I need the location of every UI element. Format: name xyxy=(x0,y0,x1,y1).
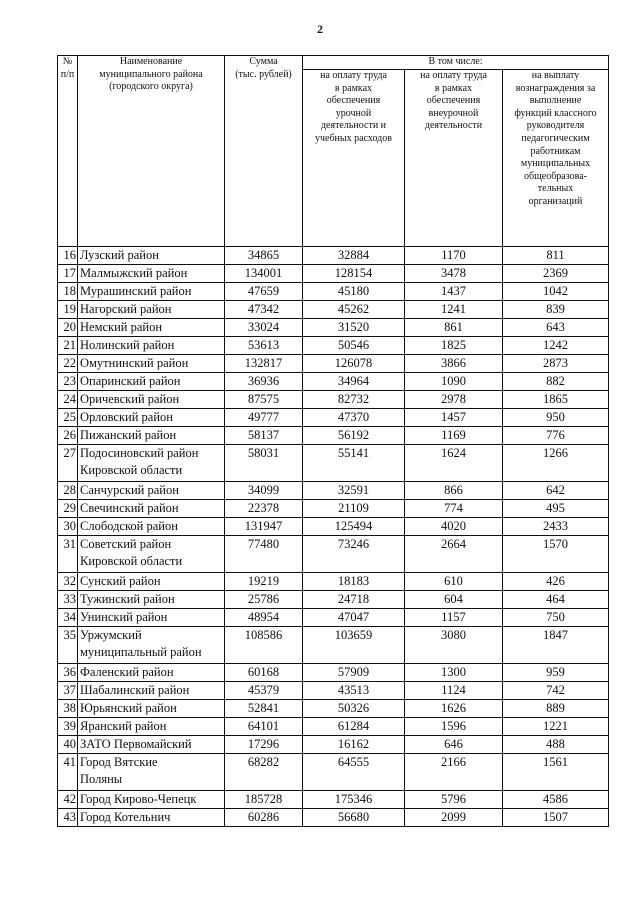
row-sum: 34099 xyxy=(225,482,303,500)
row-col1: 24718 xyxy=(303,591,405,609)
table-row xyxy=(58,373,609,391)
row-sum: 17296 xyxy=(225,736,303,754)
header-sum: Сумма (тыс. рублей) xyxy=(225,56,303,247)
row-number: 40 xyxy=(58,736,78,754)
row-number: 27 xyxy=(58,445,78,482)
row-col2: 1090 xyxy=(405,373,503,391)
row-name: Санчурский район xyxy=(78,482,225,500)
row-col1: 55141 xyxy=(303,445,405,482)
table-row xyxy=(58,391,609,409)
row-number: 19 xyxy=(58,301,78,319)
table-row xyxy=(58,718,609,736)
row-col1: 32591 xyxy=(303,482,405,500)
row-col2: 1169 xyxy=(405,427,503,445)
row-col3: 742 xyxy=(503,682,609,700)
table-row xyxy=(58,682,609,700)
header-name: Наименование муниципального района (городского округа) xyxy=(78,56,225,247)
row-col1: 73246 xyxy=(303,536,405,573)
page-number: 2 xyxy=(317,22,323,36)
row-col1: 50326 xyxy=(303,700,405,718)
table-row xyxy=(58,445,609,482)
row-col3: 1042 xyxy=(503,283,609,301)
row-sum: 19219 xyxy=(225,573,303,591)
row-col3: 750 xyxy=(503,609,609,627)
row-sum: 68282 xyxy=(225,754,303,791)
row-col2: 1170 xyxy=(405,247,503,265)
row-col2: 2664 xyxy=(405,536,503,573)
row-sum: 64101 xyxy=(225,718,303,736)
table-row xyxy=(58,536,609,573)
header-col1: на оплату труда в рамках обеспечения урочной деятельности и учебных расходов xyxy=(303,70,405,247)
row-col1: 56680 xyxy=(303,809,405,827)
row-sum: 22378 xyxy=(225,500,303,518)
row-col2: 1157 xyxy=(405,609,503,627)
row-sum: 87575 xyxy=(225,391,303,409)
table-row xyxy=(58,736,609,754)
row-name: Советский район Кировской области xyxy=(78,536,225,573)
row-name: Оричевский район xyxy=(78,391,225,409)
row-name: Юрьянский район xyxy=(78,700,225,718)
table-row xyxy=(58,591,609,609)
row-number: 34 xyxy=(58,609,78,627)
row-number: 20 xyxy=(58,319,78,337)
row-col2: 3866 xyxy=(405,355,503,373)
table-row xyxy=(58,809,609,827)
row-sum: 49777 xyxy=(225,409,303,427)
row-col3: 811 xyxy=(503,247,609,265)
row-col3: 889 xyxy=(503,700,609,718)
row-col2: 774 xyxy=(405,500,503,518)
row-name: Подосиновский район Кировской области xyxy=(78,445,225,482)
table-row xyxy=(58,409,609,427)
row-number: 41 xyxy=(58,754,78,791)
row-name: Город Котельнич xyxy=(78,809,225,827)
row-col2: 2978 xyxy=(405,391,503,409)
row-col2: 604 xyxy=(405,591,503,609)
row-name: Тужинский район xyxy=(78,591,225,609)
row-col1: 103659 xyxy=(303,627,405,664)
row-name: Сунский район xyxy=(78,573,225,591)
row-number: 30 xyxy=(58,518,78,536)
table-row xyxy=(58,337,609,355)
header-col3: на выплату вознаграждения за выполнение функций классного руководителя педагогическим работникам муниципальных общеобразова- тельных организаций xyxy=(503,70,609,247)
row-col2: 1241 xyxy=(405,301,503,319)
row-name: Омутнинский район xyxy=(78,355,225,373)
row-name: Слободской район xyxy=(78,518,225,536)
row-sum: 108586 xyxy=(225,627,303,664)
table-row xyxy=(58,427,609,445)
row-col2: 1825 xyxy=(405,337,503,355)
row-col1: 21109 xyxy=(303,500,405,518)
row-sum: 58137 xyxy=(225,427,303,445)
header-including: В том числе: xyxy=(303,56,609,70)
table-row xyxy=(58,319,609,337)
row-name: Яранский район xyxy=(78,718,225,736)
row-sum: 48954 xyxy=(225,609,303,627)
row-col3: 4586 xyxy=(503,791,609,809)
row-number: 17 xyxy=(58,265,78,283)
row-number: 29 xyxy=(58,500,78,518)
row-sum: 185728 xyxy=(225,791,303,809)
row-number: 26 xyxy=(58,427,78,445)
row-name: Пижанский район xyxy=(78,427,225,445)
row-col3: 488 xyxy=(503,736,609,754)
row-col3: 2369 xyxy=(503,265,609,283)
row-col1: 34964 xyxy=(303,373,405,391)
table-row xyxy=(58,627,609,664)
row-col3: 642 xyxy=(503,482,609,500)
row-sum: 134001 xyxy=(225,265,303,283)
row-col1: 64555 xyxy=(303,754,405,791)
row-sum: 53613 xyxy=(225,337,303,355)
row-col2: 1124 xyxy=(405,682,503,700)
table-row xyxy=(58,355,609,373)
table-row xyxy=(58,791,609,809)
row-col1: 45262 xyxy=(303,301,405,319)
row-col3: 1242 xyxy=(503,337,609,355)
row-col1: 125494 xyxy=(303,518,405,536)
row-name: Фаленский район xyxy=(78,664,225,682)
row-number: 43 xyxy=(58,809,78,827)
row-col1: 31520 xyxy=(303,319,405,337)
row-name: Орловский район xyxy=(78,409,225,427)
row-col3: 426 xyxy=(503,573,609,591)
table-row xyxy=(58,754,609,791)
row-number: 16 xyxy=(58,247,78,265)
row-name: Свечинский район xyxy=(78,500,225,518)
row-sum: 58031 xyxy=(225,445,303,482)
row-number: 37 xyxy=(58,682,78,700)
row-sum: 33024 xyxy=(225,319,303,337)
row-name: Уржумский муниципальный район xyxy=(78,627,225,664)
row-sum: 77480 xyxy=(225,536,303,573)
row-sum: 45379 xyxy=(225,682,303,700)
row-sum: 60286 xyxy=(225,809,303,827)
row-col1: 32884 xyxy=(303,247,405,265)
row-sum: 131947 xyxy=(225,518,303,536)
table-row xyxy=(58,247,609,265)
table-row xyxy=(58,573,609,591)
row-name: Малмыжский район xyxy=(78,265,225,283)
row-sum: 34865 xyxy=(225,247,303,265)
row-number: 24 xyxy=(58,391,78,409)
row-col3: 1266 xyxy=(503,445,609,482)
row-number: 32 xyxy=(58,573,78,591)
row-col2: 4020 xyxy=(405,518,503,536)
row-number: 38 xyxy=(58,700,78,718)
row-col3: 1570 xyxy=(503,536,609,573)
row-col1: 16162 xyxy=(303,736,405,754)
row-col1: 61284 xyxy=(303,718,405,736)
row-col1: 43513 xyxy=(303,682,405,700)
row-name: Город Кирово-Чепецк xyxy=(78,791,225,809)
row-col3: 1561 xyxy=(503,754,609,791)
row-col3: 495 xyxy=(503,500,609,518)
row-col2: 1624 xyxy=(405,445,503,482)
row-col1: 18183 xyxy=(303,573,405,591)
table-row xyxy=(58,482,609,500)
row-col3: 1221 xyxy=(503,718,609,736)
header-num: № п/п xyxy=(58,56,78,247)
row-col3: 2433 xyxy=(503,518,609,536)
row-col2: 3080 xyxy=(405,627,503,664)
row-name: Город Вятские Поляны xyxy=(78,754,225,791)
row-col2: 2099 xyxy=(405,809,503,827)
row-col2: 861 xyxy=(405,319,503,337)
row-name: Лузский район xyxy=(78,247,225,265)
row-number: 28 xyxy=(58,482,78,500)
row-col2: 2166 xyxy=(405,754,503,791)
row-sum: 60168 xyxy=(225,664,303,682)
row-name: Нолинский район xyxy=(78,337,225,355)
row-col2: 1596 xyxy=(405,718,503,736)
row-sum: 25786 xyxy=(225,591,303,609)
row-col3: 959 xyxy=(503,664,609,682)
row-col3: 776 xyxy=(503,427,609,445)
row-name: Унинский район xyxy=(78,609,225,627)
row-col1: 82732 xyxy=(303,391,405,409)
table-row xyxy=(58,265,609,283)
row-col2: 3478 xyxy=(405,265,503,283)
table-body xyxy=(58,247,609,827)
row-col1: 126078 xyxy=(303,355,405,373)
row-name: Шабалинский район xyxy=(78,682,225,700)
row-number: 22 xyxy=(58,355,78,373)
row-col3: 950 xyxy=(503,409,609,427)
row-number: 25 xyxy=(58,409,78,427)
row-number: 35 xyxy=(58,627,78,664)
table-row xyxy=(58,664,609,682)
table-row xyxy=(58,518,609,536)
row-col2: 1457 xyxy=(405,409,503,427)
row-number: 23 xyxy=(58,373,78,391)
row-col3: 1847 xyxy=(503,627,609,664)
row-number: 21 xyxy=(58,337,78,355)
row-name: Немский район xyxy=(78,319,225,337)
row-number: 36 xyxy=(58,664,78,682)
row-name: Опаринский район xyxy=(78,373,225,391)
row-number: 39 xyxy=(58,718,78,736)
row-col3: 882 xyxy=(503,373,609,391)
row-col3: 1865 xyxy=(503,391,609,409)
row-col3: 464 xyxy=(503,591,609,609)
table-row xyxy=(58,500,609,518)
row-col2: 610 xyxy=(405,573,503,591)
table-row xyxy=(58,609,609,627)
header-col2: на оплату труда в рамках обеспечения внеурочной деятельности xyxy=(405,70,503,247)
row-sum: 36936 xyxy=(225,373,303,391)
row-sum: 52841 xyxy=(225,700,303,718)
row-sum: 47659 xyxy=(225,283,303,301)
row-col1: 47370 xyxy=(303,409,405,427)
row-col3: 839 xyxy=(503,301,609,319)
row-col1: 57909 xyxy=(303,664,405,682)
row-sum: 132817 xyxy=(225,355,303,373)
row-col1: 50546 xyxy=(303,337,405,355)
row-col1: 128154 xyxy=(303,265,405,283)
row-number: 31 xyxy=(58,536,78,573)
row-col2: 1300 xyxy=(405,664,503,682)
row-col3: 1507 xyxy=(503,809,609,827)
row-col1: 47047 xyxy=(303,609,405,627)
row-col1: 45180 xyxy=(303,283,405,301)
row-col3: 643 xyxy=(503,319,609,337)
row-col2: 5796 xyxy=(405,791,503,809)
table-row xyxy=(58,283,609,301)
row-name: Мурашинский район xyxy=(78,283,225,301)
row-col1: 56192 xyxy=(303,427,405,445)
allocation-table xyxy=(57,55,609,827)
row-col2: 1437 xyxy=(405,283,503,301)
row-number: 42 xyxy=(58,791,78,809)
table-row xyxy=(58,700,609,718)
row-col2: 1626 xyxy=(405,700,503,718)
row-col1: 175346 xyxy=(303,791,405,809)
row-name: Нагорский район xyxy=(78,301,225,319)
row-col3: 2873 xyxy=(503,355,609,373)
row-number: 18 xyxy=(58,283,78,301)
table-row xyxy=(58,301,609,319)
row-sum: 47342 xyxy=(225,301,303,319)
row-name: ЗАТО Первомайский xyxy=(78,736,225,754)
row-number: 33 xyxy=(58,591,78,609)
row-col2: 646 xyxy=(405,736,503,754)
row-col2: 866 xyxy=(405,482,503,500)
